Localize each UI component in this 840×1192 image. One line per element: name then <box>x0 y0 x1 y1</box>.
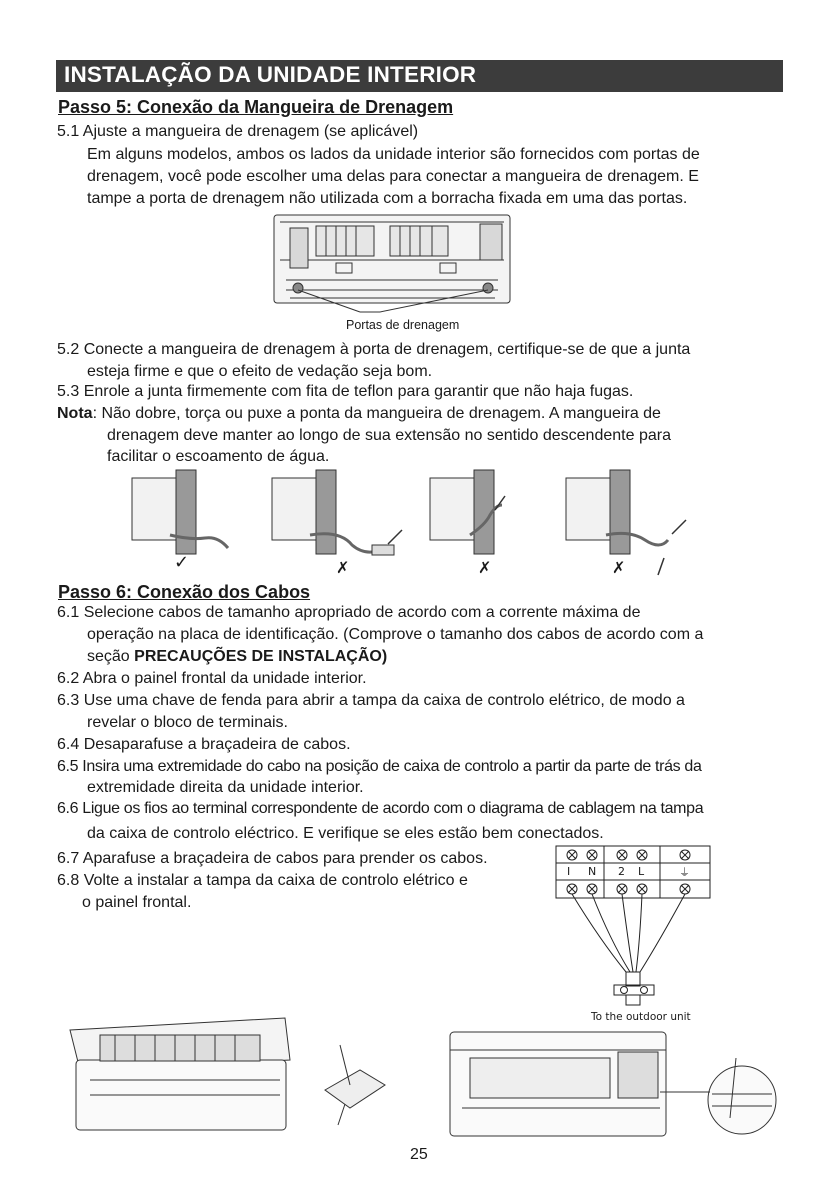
step6-4-line: 6.4 Desaparafuse a braçadeira de cabos. <box>57 736 351 753</box>
step6-6-line1: 6.6 Ligue os fios ao terminal correspondente de acordo com o diagrama de cablagem na tampa <box>57 800 704 817</box>
note-line3: facilitar o escoamento de água. <box>107 448 330 465</box>
step5-1-para-line1: Em alguns modelos, ambos os lados da unidade interior são fornecidos com portas de <box>87 146 700 163</box>
step6-3-line2: revelar o bloco de terminais. <box>87 714 288 731</box>
correct-mark: ✓ <box>174 552 190 572</box>
step6-3-line1: 6.3 Use uma chave de fenda para abrir a tampa da caixa de controlo elétrico, de modo a <box>57 692 685 709</box>
step6-5-line1: 6.5 Insira uma extremidade do cabo na posição de caixa de controlo a partir da parte de trás da <box>57 758 702 775</box>
step5-heading: Passo 5: Conexão da Mangueira de Drenagem <box>58 97 454 117</box>
note-text-1: : Não dobre, torça ou puxe a ponta da mangueira de drenagem. A mangueira de <box>92 405 661 422</box>
step5-2-line1: 5.2 Conecte a mangueira de drenagem à porta de drenagem, certifique-se de que a junta <box>57 341 691 358</box>
step6-1-line2: operação na placa de identificação. (Comprove o tamanho dos cabos de acordo com a <box>87 626 704 643</box>
step6-6-line2: da caixa de controlo eléctrico. E verifique se eles estão bem conectados. <box>87 825 604 842</box>
step6-2-line: 6.2 Abra o painel frontal da unidade interior. <box>57 670 367 687</box>
step6-5-line2: extremidade direita da unidade interior. <box>87 779 364 796</box>
note-label: Nota <box>57 405 93 422</box>
terminal-label-n: N <box>588 865 597 878</box>
step5-3-line: 5.3 Enrole a junta firmemente com fita de teflon para garantir que não haja fugas. <box>57 383 634 400</box>
step5-1-para-line3: tampe a porta de drenagem não utilizada com a borracha fixada em uma das portas. <box>87 190 688 207</box>
wrong-mark-2: ✗ <box>478 560 492 577</box>
step6-8-line1: 6.8 Volte a instalar a tampa da caixa de controlo elétrico e <box>57 872 468 889</box>
outdoor-unit-label: To the outdoor unit <box>591 1011 691 1023</box>
terminal-label-1: I <box>567 865 571 878</box>
step5-2-line2: esteja firme e que o efeito de vedação seja bom. <box>87 363 433 380</box>
banner-title: INSTALAÇÃO DA UNIDADE INTERIOR <box>64 62 477 87</box>
terminal-label-l: L <box>638 865 645 878</box>
step6-heading: Passo 6: Conexão dos Cabos <box>58 582 311 602</box>
step6-1-line3-bold: PRECAUÇÕES DE INSTALAÇÃO) <box>134 648 388 665</box>
step5-1-title: 5.1 Ajuste a mangueira de drenagem (se aplicável) <box>57 123 419 140</box>
step6-1-line1: 6.1 Selecione cabos de tamanho apropriado de acordo com a corrente máxima de <box>57 604 641 621</box>
wrong-mark-3: ✗ <box>612 560 626 577</box>
page-number: 25 <box>410 1146 428 1163</box>
terminal-label-2: 2 <box>618 865 625 878</box>
step6-7-line: 6.7 Aparafuse a braçadeira de cabos para prender os cabos. <box>57 850 488 867</box>
step5-1-para-line2: drenagem, você pode escolher uma delas para conectar a mangueira de drenagem. E <box>87 168 699 185</box>
terminal-label-ground: ⏚ <box>679 866 690 879</box>
drain-ports-caption: Portas de drenagem <box>346 318 460 332</box>
note-line2: drenagem deve manter ao longo de sua extensão no sentido descendente para <box>107 427 671 444</box>
step6-8-line2: o painel frontal. <box>82 894 192 911</box>
wrong-mark-1: ✗ <box>336 560 350 577</box>
step6-1-line3-prefix: seção <box>87 648 135 665</box>
